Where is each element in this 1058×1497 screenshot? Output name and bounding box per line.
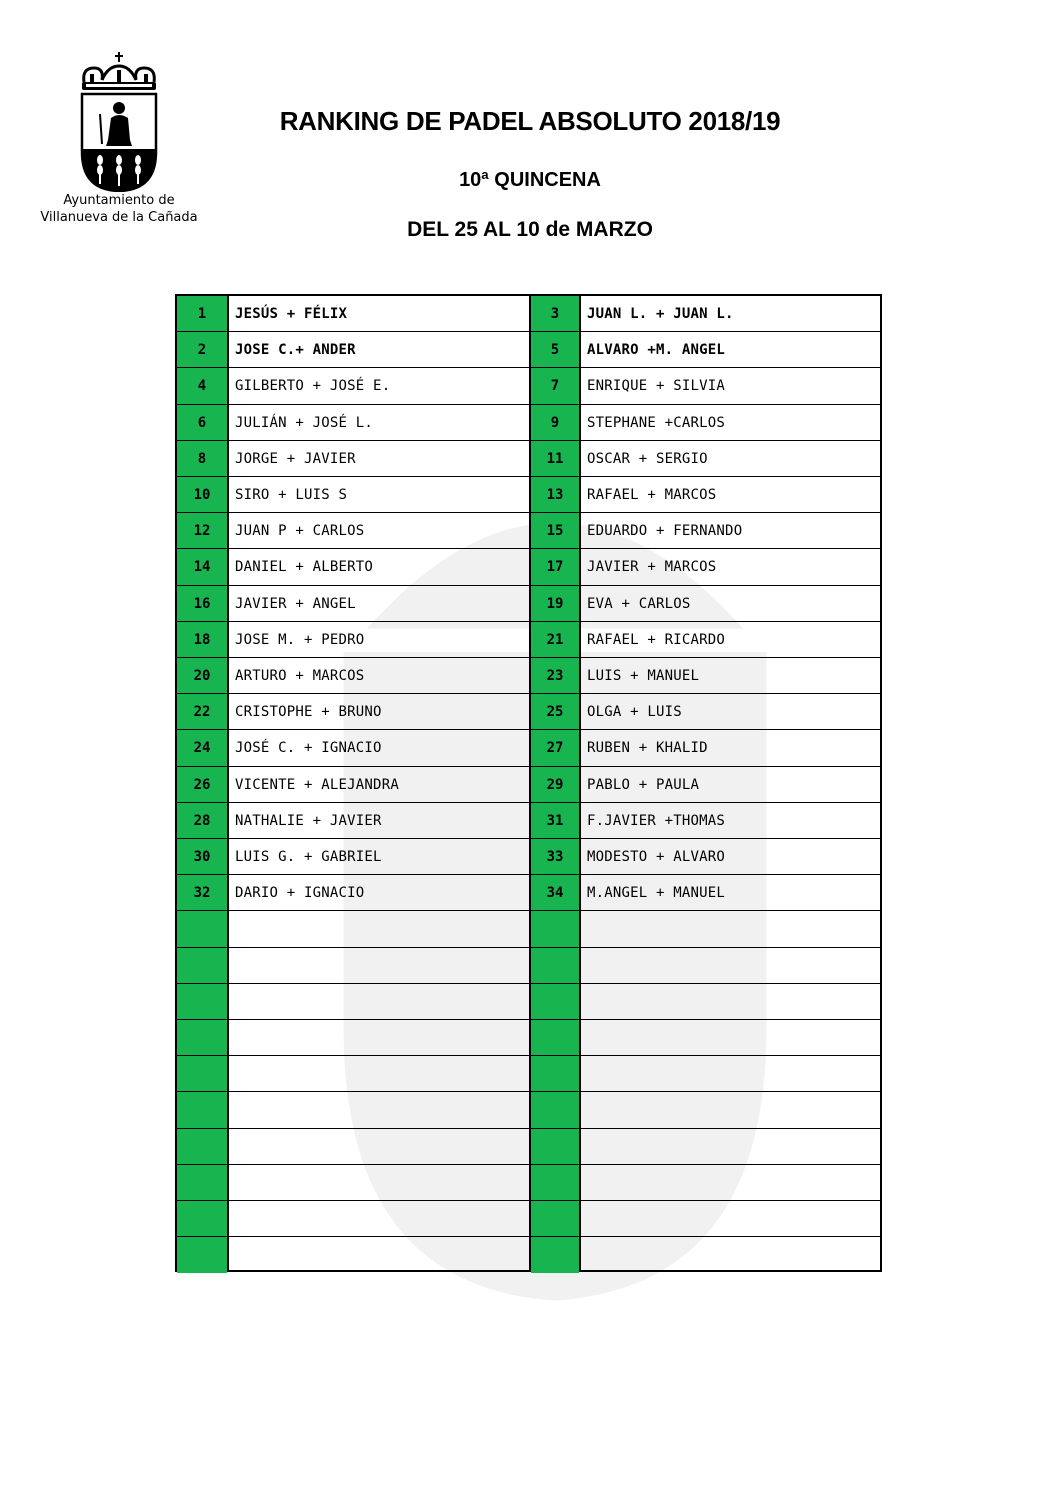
rank-cell: 7 <box>531 368 579 404</box>
pair-cell <box>229 984 533 1020</box>
pair-cell: JUAN L. + JUAN L. <box>587 306 734 323</box>
pair-cell: GILBERTO + JOSÉ E. <box>235 378 391 395</box>
table-row <box>177 296 880 332</box>
rank-cell: 32 <box>177 875 227 911</box>
rank-cell: 6 <box>177 405 227 441</box>
rank-cell: 24 <box>177 730 227 766</box>
rank-cell: 3 <box>531 296 579 332</box>
rank-cell <box>531 1237 579 1273</box>
organization-name <box>30 192 208 226</box>
table-row <box>177 911 880 947</box>
table-row <box>177 441 880 477</box>
rank-cell: 33 <box>531 839 579 875</box>
rank-cell: 9 <box>531 405 579 441</box>
pair-cell: RAFAEL + RICARDO <box>587 631 726 648</box>
rank-cell <box>531 1129 579 1165</box>
pair-cell: CRISTOPHE + BRUNO <box>235 704 382 721</box>
rank-cell: 26 <box>177 767 227 803</box>
pair-cell: ARTURO + MARCOS <box>235 668 365 685</box>
table-row <box>177 1201 880 1237</box>
pair-cell: DANIEL + ALBERTO <box>235 559 374 576</box>
rank-cell <box>177 948 227 984</box>
pair-cell <box>581 1237 885 1273</box>
table-row <box>177 948 880 984</box>
rank-cell: 28 <box>177 803 227 839</box>
rank-cell: 2 <box>177 332 227 368</box>
pair-cell: EVA + CARLOS <box>587 595 691 612</box>
rank-cell: 23 <box>531 658 579 694</box>
table-row <box>177 1092 880 1128</box>
rank-cell <box>177 1092 227 1128</box>
rank-cell: 18 <box>177 622 227 658</box>
pair-cell: LUIS + MANUEL <box>587 668 700 685</box>
rank-cell <box>531 948 579 984</box>
pair-cell <box>581 948 885 984</box>
pair-cell <box>229 1237 533 1273</box>
pair-cell: EDUARDO + FERNANDO <box>587 523 743 540</box>
pair-cell <box>229 1165 533 1201</box>
rank-cell <box>177 1056 227 1092</box>
rank-cell: 21 <box>531 622 579 658</box>
pair-cell: JOSE C.+ ANDER <box>235 342 356 359</box>
pair-cell: RAFAEL + MARCOS <box>587 487 717 504</box>
table-row <box>177 767 880 803</box>
page-title: RANKING DE PADEL ABSOLUTO 2018/19 <box>279 106 781 136</box>
rank-cell <box>531 1092 579 1128</box>
rank-cell: 34 <box>531 875 579 911</box>
rank-cell: 29 <box>531 767 579 803</box>
table-row <box>177 368 880 404</box>
pair-cell: F.JAVIER +THOMAS <box>587 812 726 829</box>
pair-cell <box>229 1092 533 1128</box>
pair-cell: JAVIER + MARCOS <box>587 559 717 576</box>
ranking-table <box>175 294 882 1272</box>
pair-cell <box>581 911 885 947</box>
rank-cell <box>531 911 579 947</box>
pair-cell: PABLO + PAULA <box>587 776 700 793</box>
pair-cell <box>229 1129 533 1165</box>
pair-cell: JAVIER + ANGEL <box>235 595 356 612</box>
pair-cell <box>229 948 533 984</box>
rank-cell <box>177 1129 227 1165</box>
table-row <box>177 658 880 694</box>
table-row <box>177 513 880 549</box>
rank-cell: 27 <box>531 730 579 766</box>
rank-cell: 12 <box>177 513 227 549</box>
pair-cell: M.ANGEL + MANUEL <box>587 885 726 902</box>
org-line-2: Villanueva de la Cañada <box>40 210 198 225</box>
pair-cell: ENRIQUE + SILVIA <box>587 378 726 395</box>
pair-cell <box>581 1020 885 1056</box>
rank-cell <box>177 1020 227 1056</box>
pair-cell: RUBEN + KHALID <box>587 740 708 757</box>
rank-cell: 19 <box>531 586 579 622</box>
table-row <box>177 477 880 513</box>
rank-cell <box>177 984 227 1020</box>
pair-cell <box>581 984 885 1020</box>
rank-cell: 10 <box>177 477 227 513</box>
pair-cell: DARIO + IGNACIO <box>235 885 365 902</box>
pair-cell: JESÚS + FÉLIX <box>235 306 348 323</box>
pair-cell <box>581 1092 885 1128</box>
pair-cell <box>581 1129 885 1165</box>
rank-cell: 1 <box>177 296 227 332</box>
pair-cell: VICENTE + ALEJANDRA <box>235 776 399 793</box>
rank-cell <box>177 1165 227 1201</box>
table-row <box>177 694 880 730</box>
rank-cell: 17 <box>531 549 579 585</box>
rank-cell: 11 <box>531 441 579 477</box>
rank-cell: 14 <box>177 549 227 585</box>
table-row <box>177 586 880 622</box>
pair-cell: JORGE + JAVIER <box>235 450 356 467</box>
rank-cell: 13 <box>531 477 579 513</box>
table-row <box>177 1165 880 1201</box>
table-row <box>177 984 880 1020</box>
table-row <box>177 839 880 875</box>
table-row <box>177 1056 880 1092</box>
rank-cell <box>531 1165 579 1201</box>
rank-cell: 4 <box>177 368 227 404</box>
page-subtitle: 10ª QUINCENA <box>459 169 601 191</box>
pair-cell <box>229 1201 533 1237</box>
table-row <box>177 1237 880 1273</box>
pair-cell <box>581 1201 885 1237</box>
rank-cell: 25 <box>531 694 579 730</box>
rank-cell <box>531 984 579 1020</box>
pair-cell: JUAN P + CARLOS <box>235 523 365 540</box>
table-row <box>177 332 880 368</box>
pair-cell: JOSÉ C. + IGNACIO <box>235 740 382 757</box>
pair-cell: LUIS G. + GABRIEL <box>235 849 382 866</box>
table-row <box>177 803 880 839</box>
pair-cell: OLGA + LUIS <box>587 704 682 721</box>
rank-cell: 5 <box>531 332 579 368</box>
rank-cell <box>531 1056 579 1092</box>
coat-of-arms-icon <box>78 52 160 192</box>
table-row <box>177 730 880 766</box>
rank-cell: 31 <box>531 803 579 839</box>
date-range: DEL 25 AL 10 de MARZO <box>407 218 653 241</box>
table-row <box>177 1020 880 1056</box>
pair-cell: NATHALIE + JAVIER <box>235 812 382 829</box>
rank-cell <box>177 911 227 947</box>
table-row <box>177 405 880 441</box>
pair-cell <box>581 1165 885 1201</box>
table-row <box>177 622 880 658</box>
rank-cell: 8 <box>177 441 227 477</box>
pair-cell <box>229 911 533 947</box>
rank-cell <box>531 1201 579 1237</box>
pair-cell: MODESTO + ALVARO <box>587 849 726 866</box>
rank-cell: 20 <box>177 658 227 694</box>
rank-cell <box>177 1237 227 1273</box>
org-line-1: Ayuntamiento de <box>63 193 175 208</box>
rank-cell <box>531 1020 579 1056</box>
pair-cell <box>581 1056 885 1092</box>
pair-cell: JULIÁN + JOSÉ L. <box>235 414 374 431</box>
pair-cell: OSCAR + SERGIO <box>587 450 708 467</box>
pair-cell: JOSE M. + PEDRO <box>235 631 365 648</box>
pair-cell <box>229 1056 533 1092</box>
table-row <box>177 549 880 585</box>
pair-cell: SIRO + LUIS S <box>235 487 348 504</box>
table-row <box>177 1129 880 1165</box>
rank-cell: 30 <box>177 839 227 875</box>
rank-cell: 22 <box>177 694 227 730</box>
rank-cell <box>177 1201 227 1237</box>
pair-cell <box>229 1020 533 1056</box>
rank-cell: 15 <box>531 513 579 549</box>
pair-cell: STEPHANE +CARLOS <box>587 414 726 431</box>
table-row <box>177 875 880 911</box>
rank-cell: 16 <box>177 586 227 622</box>
pair-cell: ALVARO +M. ANGEL <box>587 342 726 359</box>
